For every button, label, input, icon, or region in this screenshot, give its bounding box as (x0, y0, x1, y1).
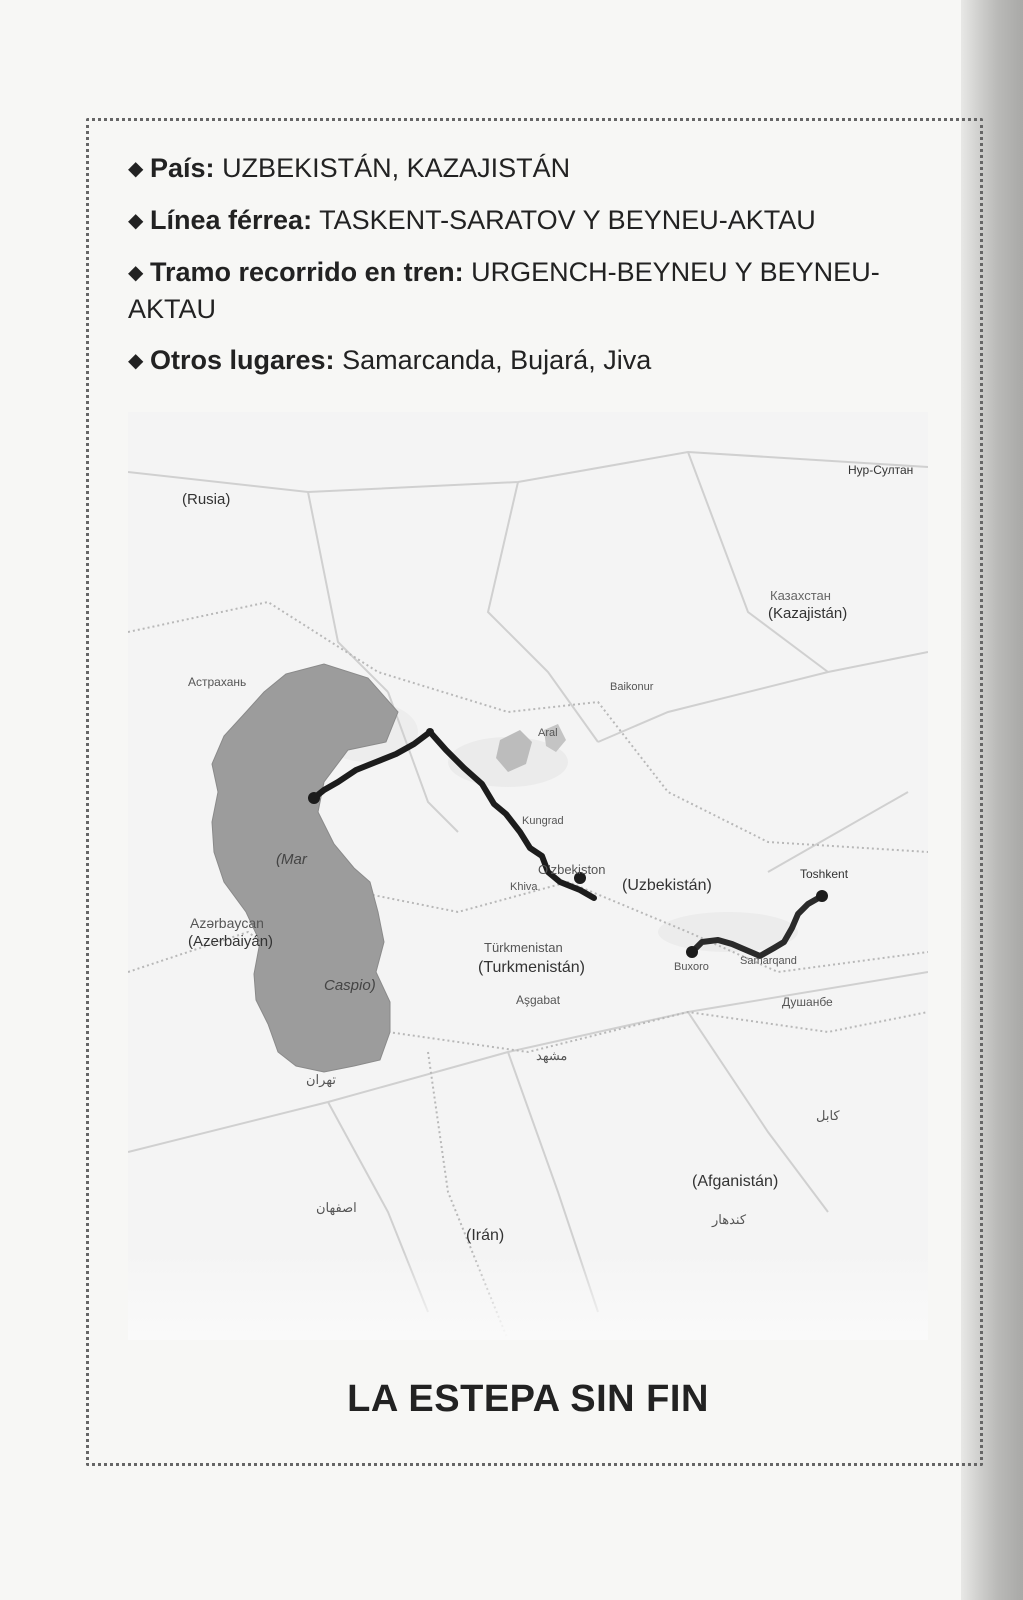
label-tashkent: Toshkent (800, 867, 849, 881)
label-kazajistan-cyr: Казахстан (770, 588, 831, 603)
label-caspio: Caspio) (324, 977, 376, 994)
label-samarkand: Samarqand (740, 955, 797, 967)
label-kungrad: Kungrad (522, 815, 564, 827)
label-mashhad: مشهد (536, 1048, 568, 1063)
diamond-bullet-icon: ◆ (128, 262, 144, 284)
info-railway: ◆ Línea férrea: TASKENT-SARATOV Y BEYNEU-AKTAU (128, 202, 928, 239)
label-turkmenistan-local: Türkmenistan (484, 940, 563, 955)
route-map (128, 412, 928, 1340)
label-isfahan: اصفهان (316, 1200, 357, 1215)
label-kandahar: کندهار (712, 1212, 747, 1227)
label-tehran: تهران (306, 1072, 336, 1087)
tashkent-point (816, 890, 828, 902)
info-country: ◆ País: UZBEKISTÁN, KAZAJISTÁN (128, 150, 928, 187)
map-svg (128, 412, 928, 1340)
label-nur-sultan: Нур-Султан (848, 463, 914, 477)
label-uzbekistan: (Uzbekistán) (622, 877, 712, 894)
section-title: LA ESTEPA SIN FIN (347, 1378, 709, 1420)
label-azerbaiyan-local: Azərbaycan (190, 915, 264, 931)
aktau-point (308, 792, 320, 804)
label-aral: Aral (538, 727, 558, 739)
beyneu-point (426, 728, 434, 736)
info-section: ◆ Tramo recorrido en tren: URGENCH-BEYNEU Y BEYNEU-AKTAU (128, 257, 880, 324)
label-iran: (Irán) (466, 1227, 505, 1244)
label-dushanbe: Душанбе (782, 995, 833, 1009)
label-bukhara: Buxoro (674, 961, 709, 973)
info-other-places: ◆ Otros lugares: Samarcanda, Bujará, Jiva (128, 342, 928, 379)
label-azerbaiyan: (Azerbaiyán) (188, 933, 274, 950)
label-uzbekistan-local: O'zbekiston (538, 862, 606, 877)
label-afganistan: (Afganistán) (692, 1173, 779, 1190)
label-baikonur: Baikonur (610, 681, 654, 693)
label-asgabat: Aşgabat (516, 993, 561, 1007)
bukhara-point (686, 946, 698, 958)
label-astrakhan: Астрахань (188, 675, 247, 689)
diamond-bullet-icon: ◆ (128, 210, 144, 232)
label-kazajistan: (Kazajistán) (768, 605, 848, 622)
label-mar: (Mar (276, 851, 307, 868)
label-rusia: (Rusia) (182, 491, 231, 508)
trip-info (128, 150, 928, 394)
label-kabul: کابل (816, 1108, 840, 1123)
label-khiva: Khiva (510, 881, 538, 893)
diamond-bullet-icon: ◆ (128, 158, 144, 180)
label-turkmenistan: (Turkmenistán) (478, 959, 585, 976)
diamond-bullet-icon: ◆ (128, 350, 144, 372)
